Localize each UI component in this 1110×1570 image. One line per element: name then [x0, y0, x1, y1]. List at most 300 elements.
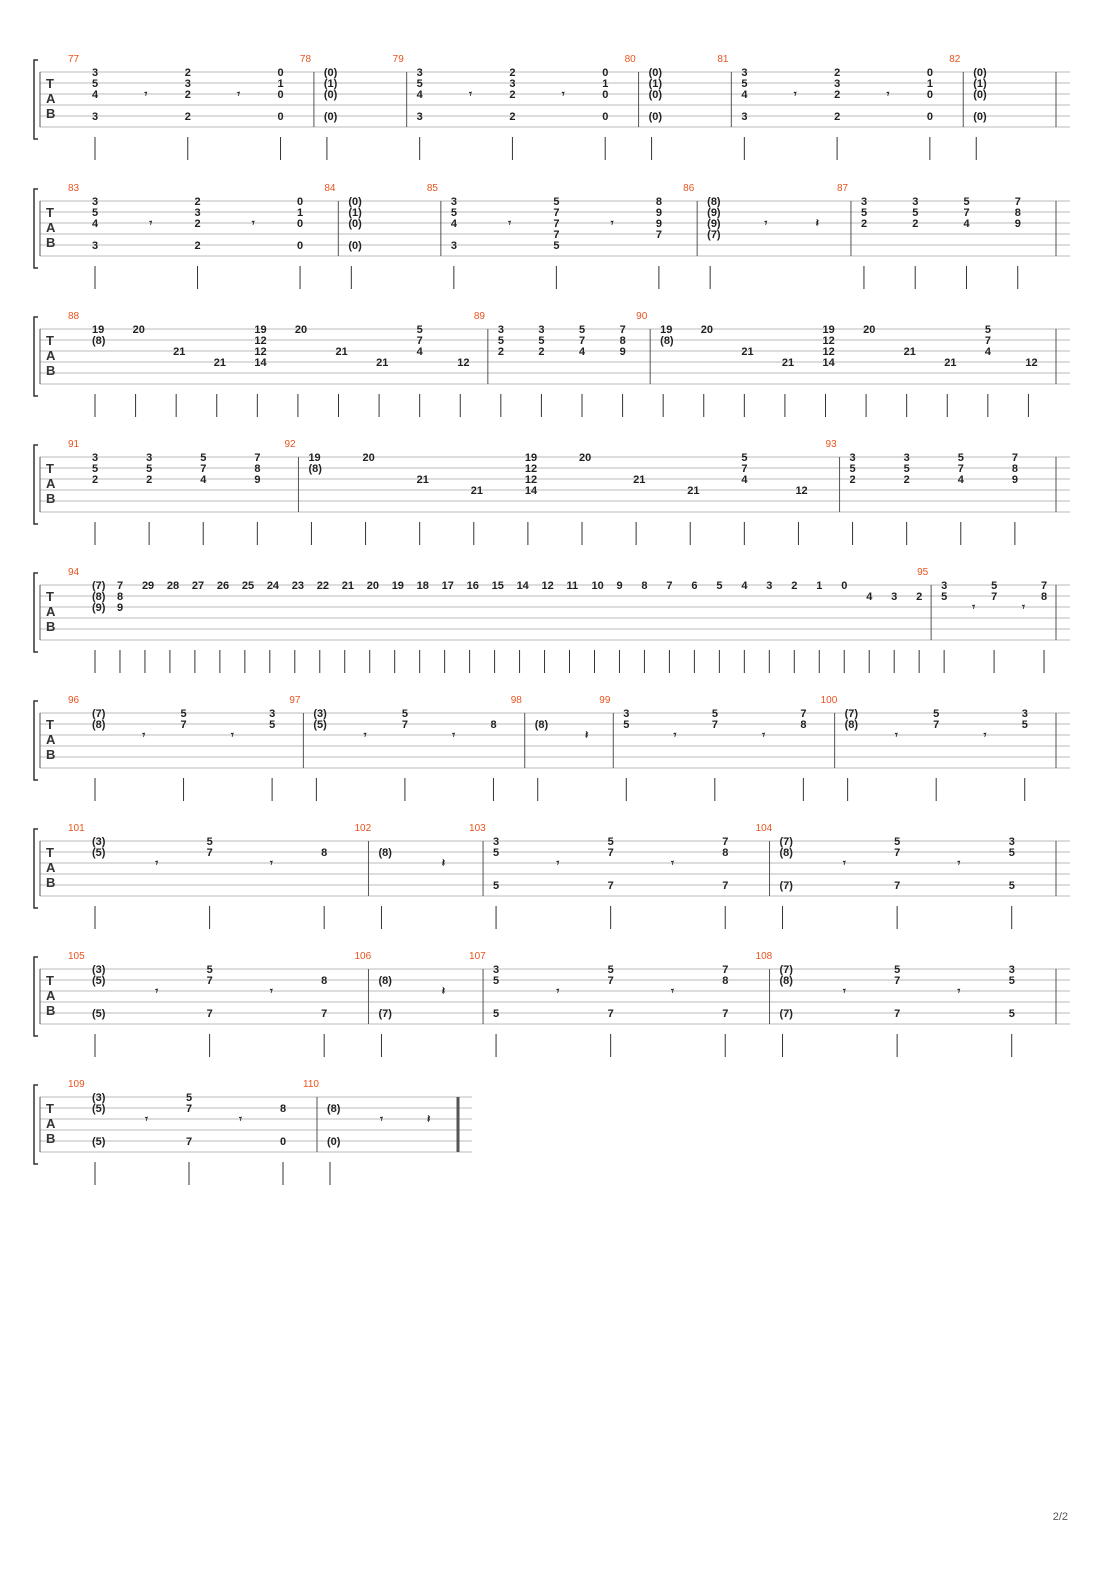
fret-number: 3 [194, 207, 201, 219]
rest: 𝄾 [469, 88, 472, 101]
measure [469, 823, 728, 929]
measure [289, 695, 496, 801]
measure [68, 1079, 286, 1185]
fret-number: 2 [194, 196, 201, 208]
fret-number: 21 [173, 346, 186, 358]
system-bracket [34, 829, 38, 908]
fret-number: (8) [779, 847, 793, 859]
tab-clef-letter: A [46, 732, 56, 747]
fret-number: 2 [860, 218, 868, 230]
fret-number: 3 [903, 452, 910, 464]
fret-number: 3 [269, 708, 276, 720]
fret-number: 2 [509, 89, 516, 101]
fret-number: 0 [602, 89, 609, 101]
rest: 𝄾 [144, 88, 148, 101]
fret-number: 3 [891, 591, 898, 603]
rest: 𝄾 [673, 729, 677, 742]
measure-number: 91 [68, 439, 80, 450]
fret-number: (0) [973, 111, 987, 123]
fret-number: 12 [822, 346, 835, 358]
fret-number: 21 [213, 357, 226, 369]
tab-clef-letter: A [46, 91, 56, 106]
fret-number: 2 [194, 218, 201, 230]
measure [636, 311, 1037, 417]
rest: 𝄾 [983, 729, 987, 742]
fret-number: 5 [1008, 1008, 1015, 1020]
tab-clef-letter: T [46, 717, 54, 732]
measure-number: 78 [299, 54, 312, 65]
rest: 𝄾 [251, 217, 255, 230]
measure [68, 439, 260, 545]
fret-number: 5 [553, 240, 560, 252]
fret-number: 9 [1011, 474, 1019, 486]
fret-number: (0) [648, 111, 663, 123]
rest: 𝄾 [670, 985, 674, 998]
fret-number: 0 [277, 111, 284, 123]
fret-number: 20 [863, 324, 876, 336]
fret-number: 0 [926, 67, 933, 79]
fret-number: 19 [308, 452, 321, 464]
measure [284, 439, 807, 545]
fret-number: 3 [450, 196, 457, 208]
measure-number: 84 [324, 183, 336, 194]
fret-number: (1) [648, 78, 663, 90]
tab-clef-letter: T [46, 205, 54, 220]
measure [68, 567, 922, 673]
fret-number: 11 [566, 580, 579, 592]
rest: 𝄾 [561, 88, 565, 101]
fret-number: (5) [92, 1136, 106, 1148]
measure-number: 103 [469, 823, 486, 834]
fret-number: 16 [466, 580, 479, 592]
fret-number: 21 [335, 346, 348, 358]
fret-number: 3 [941, 580, 948, 592]
measure-number: 95 [917, 567, 929, 578]
fret-number: (8) [92, 719, 106, 731]
fret-number: 1 [277, 78, 284, 90]
fret-number: 24 [266, 580, 280, 592]
fret-number: 5 [991, 580, 998, 592]
fret-number: 7 [553, 207, 560, 219]
fret-number: 4 [416, 346, 423, 358]
measure [756, 823, 1015, 929]
fret-number: 2 [834, 111, 841, 123]
fret-number: 19 [391, 580, 404, 592]
rest: 𝄾 [556, 985, 560, 998]
measure-number: 99 [599, 695, 611, 706]
fret-number: 3 [92, 452, 99, 464]
fret-number: 2 [834, 67, 841, 79]
fret-number: (0) [323, 89, 338, 101]
fret-number: 10 [591, 580, 604, 592]
fret-number: 4 [579, 346, 586, 358]
fret-number: 4 [963, 218, 970, 230]
fret-number: 8 [800, 719, 807, 731]
fret-number: 3 [92, 67, 99, 79]
fret-number: 21 [781, 357, 795, 369]
fret-number: 4 [741, 474, 748, 486]
fret-number: 5 [623, 719, 630, 731]
tab-clef-letter: B [46, 619, 56, 634]
measure-number: 108 [755, 951, 773, 962]
fret-number: 7 [200, 463, 207, 475]
measure-number: 107 [469, 951, 486, 962]
fret-number: 4 [200, 474, 207, 486]
fret-number: (0) [348, 218, 362, 230]
fret-number: (8) [308, 463, 322, 475]
measure [300, 54, 338, 160]
fret-number: 20 [366, 580, 379, 592]
fret-number: 7 [800, 708, 807, 720]
fret-number: 8 [490, 719, 497, 731]
fret-number: (7) [707, 229, 721, 241]
fret-number: 3 [497, 324, 504, 336]
rest: 𝄾 [886, 88, 890, 101]
fret-number: (0) [348, 240, 362, 252]
fret-number: 3 [766, 580, 773, 592]
fret-number: 5 [894, 964, 901, 976]
fret-number: 1 [816, 580, 823, 592]
fret-number: 8 [722, 975, 729, 987]
fret-number: 3 [493, 964, 500, 976]
fret-number: 3 [509, 78, 516, 90]
fret-number: 5 [607, 836, 614, 848]
fret-number: (7) [378, 1008, 392, 1020]
measure-number: 89 [473, 311, 485, 322]
fret-number: (8) [327, 1103, 341, 1115]
tab-clef-letter: B [46, 875, 56, 890]
fret-number: (8) [378, 847, 392, 859]
fret-number: (7) [779, 880, 793, 892]
fret-number: 5 [92, 463, 99, 475]
tab-clef-letter: A [46, 860, 56, 875]
fret-number: 7 [553, 229, 560, 241]
fret-number: 2 [849, 474, 856, 486]
fret-number: 7 [984, 335, 991, 347]
fret-number: 0 [297, 218, 304, 230]
measure-number: 79 [392, 54, 404, 65]
fret-number: 5 [269, 719, 276, 731]
fret-number: 7 [206, 847, 213, 859]
fret-number: 7 [711, 719, 718, 731]
fret-number: 7 [186, 1103, 193, 1115]
fret-number: 7 [579, 335, 586, 347]
fret-number: 9 [616, 580, 623, 592]
rest: 𝄾 [452, 729, 456, 742]
fret-number: (7) [844, 708, 859, 720]
fret-number: 12 [254, 346, 267, 358]
rest: 𝄾 [269, 985, 273, 998]
fret-number: (0) [973, 67, 987, 79]
fret-number: 7 [722, 836, 729, 848]
fret-number: 7 [401, 719, 409, 731]
tab-clef-letter: B [46, 747, 56, 762]
fret-number: 2 [916, 591, 923, 603]
rest: 𝄾 [957, 985, 961, 998]
measure [68, 951, 327, 1057]
fret-number: 5 [450, 207, 457, 219]
fret-number: 25 [241, 580, 255, 592]
fret-number: 12 [822, 335, 835, 347]
fret-number: 3 [538, 324, 545, 336]
fret-number: 5 [186, 1092, 193, 1104]
rest: 𝄽 [427, 1113, 431, 1126]
fret-number: (3) [92, 1092, 106, 1104]
fret-number: 7 [619, 324, 626, 336]
tab-clef-letter: T [46, 973, 54, 988]
system-bracket [34, 1085, 38, 1164]
fret-number: 8 [641, 580, 648, 592]
rest: 𝄾 [670, 857, 674, 870]
tab-system [34, 823, 1070, 929]
measure [324, 183, 362, 289]
fret-number: 2 [497, 346, 504, 358]
fret-number: (5) [92, 1008, 106, 1020]
fret-number: 6 [691, 580, 698, 592]
measure [821, 695, 1028, 801]
fret-number: (0) [327, 1136, 341, 1148]
fret-number: (9) [92, 602, 106, 614]
fret-number: 20 [579, 452, 592, 464]
fret-number: (8) [92, 335, 106, 347]
measure-number: 77 [68, 54, 80, 65]
fret-number: 5 [903, 463, 910, 475]
fret-number: 7 [416, 335, 423, 347]
system-bracket [34, 573, 38, 652]
fret-number: 7 [1011, 452, 1019, 464]
fret-number: 5 [493, 1008, 500, 1020]
measure [756, 951, 1015, 1057]
fret-number: 19 [524, 452, 538, 464]
fret-number: 2 [194, 240, 201, 252]
fret-number: 0 [602, 111, 609, 123]
measure [68, 311, 470, 417]
fret-number: 3 [1021, 708, 1028, 720]
fret-number: 12 [524, 474, 538, 486]
rest: 𝄾 [508, 217, 512, 230]
measure-number: 80 [624, 54, 636, 65]
fret-number: 7 [116, 580, 124, 592]
tab-clef-letter: T [46, 845, 54, 860]
fret-number: 5 [912, 207, 919, 219]
fret-number: 21 [903, 346, 916, 358]
rest: 𝄽 [815, 217, 820, 230]
measure-number: 109 [68, 1079, 85, 1090]
fret-number: 5 [497, 335, 504, 347]
fret-number: 7 [894, 880, 901, 892]
fret-number: 7 [1041, 580, 1048, 592]
fret-number: 3 [92, 240, 99, 252]
fret-number: 7 [206, 975, 213, 987]
fret-number: 1 [602, 78, 609, 90]
fret-number: 7 [991, 591, 998, 603]
fret-number: 3 [849, 452, 856, 464]
fret-number: 14 [516, 580, 529, 592]
fret-number: 3 [1008, 964, 1015, 976]
fret-number: 5 [180, 708, 187, 720]
fret-number: 0 [297, 240, 304, 252]
fret-number: 5 [416, 324, 423, 336]
fret-number: 5 [741, 452, 748, 464]
measure-number: 96 [68, 695, 80, 706]
fret-number: 9 [619, 346, 626, 358]
fret-number: 14 [254, 357, 267, 369]
measure-number: 100 [820, 695, 838, 706]
fret-number: 4 [741, 580, 748, 592]
fret-number: 4 [450, 218, 457, 230]
fret-number: (8) [534, 719, 549, 731]
measure [427, 183, 662, 289]
fret-number: 8 [722, 847, 729, 859]
measure [837, 183, 1021, 289]
tab-clef-letter: A [46, 348, 56, 363]
measure-number: 90 [636, 311, 648, 322]
fret-number: 5 [493, 847, 500, 859]
fret-number: 5 [1021, 719, 1028, 731]
tab-system [34, 54, 1070, 160]
fret-number: 12 [524, 463, 538, 475]
fret-number: (5) [92, 1103, 106, 1115]
fret-number: 14 [524, 485, 538, 497]
tab-clef-letter: B [46, 1131, 56, 1146]
fret-number: 9 [254, 474, 261, 486]
fret-number: 3 [416, 67, 423, 79]
fret-number: 7 [180, 719, 187, 731]
fret-number: 7 [607, 880, 614, 892]
fret-number: 4 [984, 346, 991, 358]
tab-clef-letter: T [46, 461, 54, 476]
measure-number: 86 [683, 183, 695, 194]
measure-number: 97 [289, 695, 301, 706]
rest: 𝄾 [842, 857, 846, 870]
rest: 𝄾 [155, 857, 159, 870]
fret-number: 7 [722, 1008, 729, 1020]
fret-number: 0 [926, 111, 933, 123]
fret-number: (3) [313, 708, 327, 720]
rest: 𝄾 [269, 857, 273, 870]
fret-number: 21 [341, 580, 354, 592]
fret-number: 19 [92, 324, 105, 336]
measure-number: 105 [68, 951, 85, 962]
measure [303, 1079, 431, 1185]
fret-number: 8 [655, 196, 663, 208]
measure-number: 87 [836, 183, 849, 194]
page-number: 2/2 [1052, 1511, 1068, 1523]
fret-number: 7 [553, 218, 560, 230]
fret-number: (7) [779, 964, 793, 976]
fret-number: 3 [1008, 836, 1015, 848]
fret-number: (0) [348, 196, 362, 208]
measure-number: 104 [755, 823, 773, 834]
fret-number: 5 [493, 880, 500, 892]
fret-number: (9) [707, 207, 721, 219]
measure [68, 54, 284, 160]
fret-number: 5 [933, 708, 940, 720]
fret-number: 5 [416, 78, 423, 90]
tab-clef-letter: B [46, 491, 56, 506]
fret-number: 5 [1008, 975, 1015, 987]
fret-number: (3) [92, 836, 106, 848]
rest: 𝄾 [894, 729, 898, 742]
fret-number: (7) [92, 580, 106, 592]
rest: 𝄾 [142, 729, 146, 742]
tab-clef-letter: T [46, 589, 54, 604]
fret-number: 0 [926, 89, 933, 101]
fret-number: (0) [323, 67, 338, 79]
measure-number: 82 [949, 54, 961, 65]
fret-number: 4 [866, 591, 873, 603]
rest: 𝄾 [972, 601, 976, 614]
fret-number: 20 [132, 324, 145, 336]
fret-number: 8 [1041, 591, 1048, 603]
fret-number: 3 [623, 708, 630, 720]
rest: 𝄾 [610, 217, 614, 230]
tab-clef-letter: A [46, 604, 56, 619]
rest: 𝄾 [764, 217, 768, 230]
tab-clef-letter: T [46, 1101, 54, 1116]
fret-number: 9 [655, 218, 663, 230]
rest: 𝄾 [230, 729, 234, 742]
fret-number: 7 [741, 463, 748, 475]
fret-number: 12 [541, 580, 554, 592]
fret-number: 27 [191, 580, 205, 592]
fret-number: 20 [362, 452, 375, 464]
fret-number: 7 [666, 580, 673, 592]
fret-number: (1) [348, 207, 362, 219]
rest: 𝄾 [239, 1113, 242, 1126]
fret-number: 9 [116, 602, 124, 614]
fret-number: 8 [280, 1103, 287, 1115]
fret-number: 3 [741, 111, 748, 123]
fret-number: (9) [707, 218, 721, 230]
fret-number: (7) [779, 1008, 793, 1020]
fret-number: 0 [277, 89, 284, 101]
fret-number: 5 [984, 324, 991, 336]
fret-number: 3 [834, 78, 841, 90]
fret-number: 1 [297, 207, 304, 219]
fret-number: (8) [660, 335, 674, 347]
fret-number: 28 [166, 580, 180, 592]
fret-number: 7 [607, 975, 614, 987]
fret-number: (8) [779, 975, 793, 987]
fret-number: 5 [1008, 847, 1015, 859]
fret-number: 12 [457, 357, 470, 369]
fret-number: 9 [1014, 218, 1021, 230]
rest: 𝄾 [237, 88, 241, 101]
fret-number: (8) [378, 975, 392, 987]
fret-number: (3) [92, 964, 106, 976]
fret-number: (8) [707, 196, 721, 208]
fret-number: 7 [894, 1008, 901, 1020]
measure-number: 93 [825, 439, 837, 450]
fret-number: 21 [687, 485, 700, 497]
fret-number: 3 [184, 78, 191, 90]
fret-number: (8) [92, 591, 106, 603]
fret-number: 3 [860, 196, 868, 208]
rest: 𝄾 [145, 1113, 148, 1126]
fret-number: 4 [416, 89, 423, 101]
fret-number: 7 [254, 452, 261, 464]
measure-number: 101 [68, 823, 85, 834]
fret-number: 2 [146, 474, 153, 486]
measure [599, 695, 806, 801]
fret-number: 3 [912, 196, 919, 208]
fret-number: 5 [716, 580, 723, 592]
fret-number: 7 [933, 719, 940, 731]
tab-clef-letter: A [46, 476, 56, 491]
fret-number: 8 [1014, 207, 1021, 219]
fret-number: 26 [216, 580, 230, 592]
